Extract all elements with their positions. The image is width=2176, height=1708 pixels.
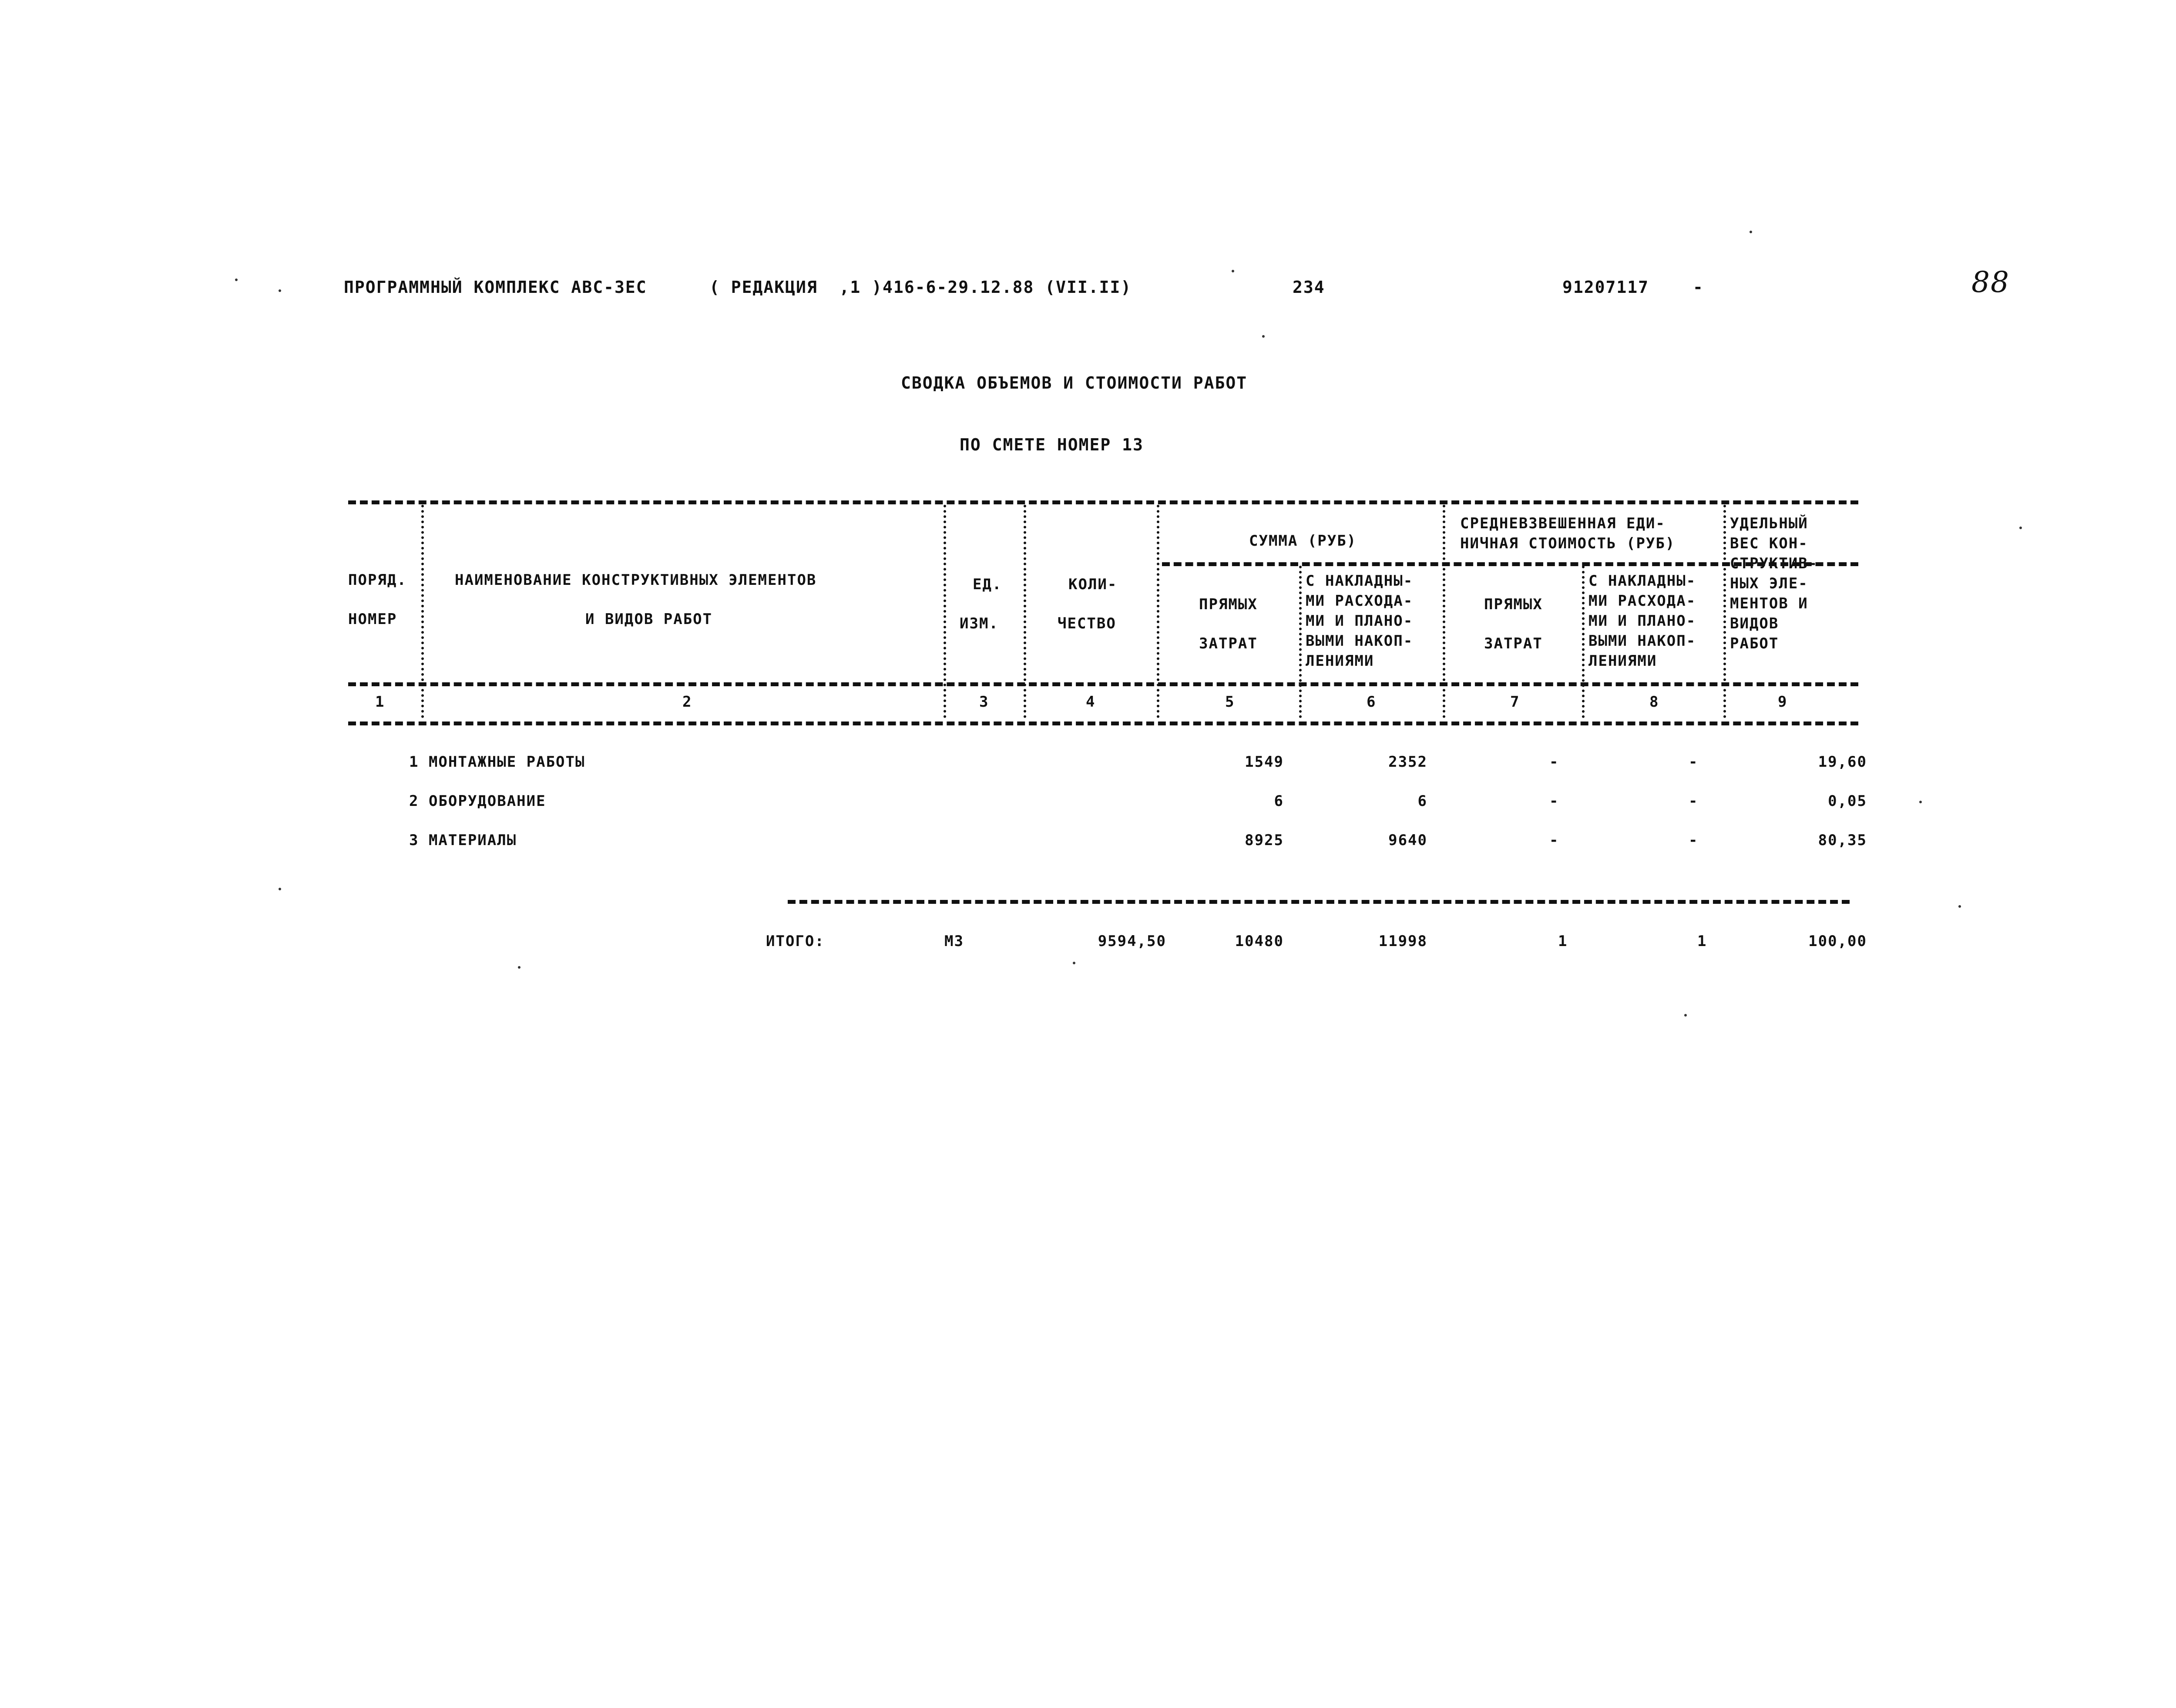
row-direct-cost: 1549 <box>1245 753 1284 771</box>
col9-header-line6: ВИДОВ <box>1730 615 1779 632</box>
col-separator <box>1024 505 1026 718</box>
avg-group-header-line2: НИЧНАЯ СТОИМОСТЬ (РУБ) <box>1460 535 1676 552</box>
col-separator <box>944 505 946 718</box>
col8-header-line5: ЛЕНИЯМИ <box>1588 652 1657 670</box>
col-number: 3 <box>979 693 989 711</box>
total-avg-full: 1 <box>1697 933 1707 950</box>
col9-header-line2: ВЕС КОН- <box>1730 535 1808 552</box>
col7-header-line1: ПРЯМЫХ <box>1484 596 1543 613</box>
total-direct-cost: 10480 <box>1235 933 1284 950</box>
row-direct-cost: 8925 <box>1245 832 1284 849</box>
col-separator <box>421 505 424 718</box>
row-avg-direct: - <box>1549 753 1559 771</box>
col-separator <box>1299 566 1302 718</box>
col-number: 1 <box>375 693 385 711</box>
col8-header-line1: С НАКЛАДНЫ- <box>1588 572 1696 590</box>
row-avg-direct: - <box>1549 832 1559 849</box>
col3-header-line1: ЕД. <box>973 576 1002 593</box>
col-number: 2 <box>682 693 692 711</box>
handwritten-page-number: 88 <box>1971 265 2010 299</box>
total-unit: М3 <box>944 933 964 950</box>
col9-header-line5: МЕНТОВ И <box>1730 595 1808 612</box>
header-bottom-rule <box>348 682 1858 686</box>
col7-header-line2: ЗАТРАТ <box>1484 635 1543 652</box>
header-dash: - <box>1693 278 1704 297</box>
scan-speck <box>1958 905 1961 908</box>
table-top-rule <box>348 500 1858 504</box>
row-full-cost: 2352 <box>1388 753 1427 771</box>
col4-header-line2: ЧЕСТВО <box>1058 615 1116 632</box>
row-full-cost: 9640 <box>1388 832 1427 849</box>
page-title: СВОДКА ОБЪЕМОВ И СТОИМОСТИ РАБОТ <box>901 373 1248 393</box>
total-rule <box>788 900 1850 904</box>
total-quantity: 9594,50 <box>1098 933 1166 950</box>
row-avg-direct: - <box>1549 792 1559 810</box>
col8-header-line2: МИ РАСХОДА- <box>1588 592 1696 610</box>
edition-info: ( РЕДАКЦИЯ ,1 )416-6-29.12.88 (VII.II) <box>709 278 1132 297</box>
scan-speck <box>279 888 281 890</box>
row-direct-cost: 6 <box>1274 792 1284 810</box>
row-avg-full: - <box>1689 832 1699 849</box>
col-separator <box>1582 566 1585 718</box>
col4-header-line1: КОЛИ- <box>1068 576 1118 593</box>
row-share: 80,35 <box>1818 832 1867 849</box>
col5-header-line1: ПРЯМЫХ <box>1199 596 1258 613</box>
total-avg-direct: 1 <box>1558 933 1568 950</box>
scan-speck <box>1684 1014 1687 1017</box>
scan-speck <box>1750 231 1752 233</box>
col6-header-line4: ВЫМИ НАКОП- <box>1306 632 1414 650</box>
col8-header-line4: ВЫМИ НАКОП- <box>1588 632 1696 650</box>
col9-header-line7: РАБОТ <box>1730 635 1779 652</box>
col8-header-line3: МИ И ПЛАНО- <box>1588 612 1696 630</box>
col6-header-line2: МИ РАСХОДА- <box>1306 592 1414 610</box>
row-name: 3 МАТЕРИАЛЫ <box>409 832 517 849</box>
scan-speck <box>2019 527 2022 529</box>
col-separator <box>1157 505 1159 718</box>
col9-header-line4: НЫХ ЭЛЕ- <box>1730 575 1808 592</box>
program-name: ПРОГРАММНЫЙ КОМПЛЕКС АВС-ЗЕС <box>344 278 647 297</box>
scan-speck <box>1073 962 1075 964</box>
row-avg-full: - <box>1689 792 1699 810</box>
col1-header-line1: ПОРЯД. <box>348 571 407 589</box>
col-separator <box>1723 505 1726 718</box>
col2-header-line1: НАИМЕНОВАНИЕ КОНСТРУКТИВНЫХ ЭЛЕМЕНТОВ <box>455 571 817 589</box>
avg-group-header-line1: СРЕДНЕВЗВЕШЕННАЯ ЕДИ- <box>1460 515 1666 532</box>
col2-header-line2: И ВИДОВ РАБОТ <box>585 611 713 628</box>
row-name: 2 ОБОРУДОВАНИЕ <box>409 792 546 810</box>
col-number: 8 <box>1649 693 1659 711</box>
col3-header-line2: ИЗМ. <box>960 615 999 632</box>
total-share: 100,00 <box>1808 933 1867 950</box>
col9-header-line3: СТРУКТИВ- <box>1730 555 1818 572</box>
col-number: 6 <box>1367 693 1377 711</box>
col-number: 7 <box>1510 693 1520 711</box>
col6-header-line5: ЛЕНИЯМИ <box>1306 652 1374 670</box>
page-subtitle: ПО СМЕТЕ НОМЕР 13 <box>960 435 1144 454</box>
col-number: 5 <box>1225 693 1235 711</box>
document-code: 91207117 <box>1562 278 1649 297</box>
col-number: 9 <box>1778 693 1788 711</box>
row-share: 0,05 <box>1828 792 1867 810</box>
scan-speck <box>235 279 238 281</box>
col6-header-line1: С НАКЛАДНЫ- <box>1306 572 1414 590</box>
scan-speck <box>1232 270 1234 272</box>
col9-header-line1: УДЕЛЬНЫЙ <box>1730 515 1808 532</box>
sum-group-header: СУММА (РУБ) <box>1249 532 1357 550</box>
row-full-cost: 6 <box>1417 792 1427 810</box>
scan-speck <box>518 966 520 969</box>
row-avg-full: - <box>1689 753 1699 771</box>
page-number: 234 <box>1293 278 1325 297</box>
col1-header-line2: НОМЕР <box>348 611 397 628</box>
col-separator <box>1443 505 1445 718</box>
row-share: 19,60 <box>1818 753 1867 771</box>
scan-speck <box>279 289 281 292</box>
col-number: 4 <box>1086 693 1096 711</box>
total-label: ИТОГО: <box>766 933 825 950</box>
total-full-cost: 11998 <box>1378 933 1427 950</box>
column-numbers-rule <box>348 721 1858 725</box>
scan-speck <box>1262 335 1265 338</box>
col5-header-line2: ЗАТРАТ <box>1199 635 1258 652</box>
row-name: 1 МОНТАЖНЫЕ РАБОТЫ <box>409 753 585 771</box>
scan-speck <box>1919 801 1922 803</box>
col6-header-line3: МИ И ПЛАНО- <box>1306 612 1414 630</box>
